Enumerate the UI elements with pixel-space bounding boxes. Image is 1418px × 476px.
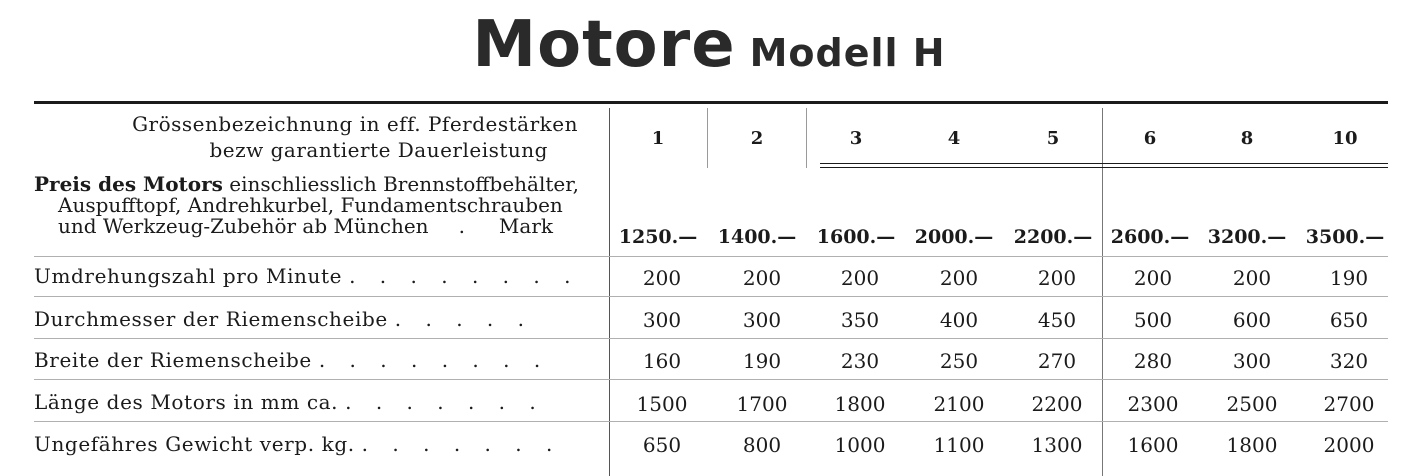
table-cell: 650: [642, 433, 682, 457]
table-cell: 200: [939, 266, 979, 290]
table-cell: 1800: [1226, 433, 1278, 457]
row-label-text: Breite der Riemenscheibe: [34, 348, 312, 372]
price-value: 3500.—: [1305, 226, 1385, 248]
top-rule: [34, 101, 1388, 104]
price-unit: Mark: [498, 214, 554, 238]
leader-dots: . . . . . . . .: [318, 348, 550, 372]
price-description-line3: [34, 216, 579, 237]
table-cell: 1800: [834, 392, 886, 416]
table-cell: 200: [642, 266, 682, 290]
header-label-line1: Grössenbezeichnung in eff. Pferdestärken: [132, 112, 578, 136]
title-main: Motore: [472, 8, 736, 82]
table-cell: 1600: [1127, 433, 1179, 457]
row-label-rpm: [34, 264, 579, 288]
leader-dots: . . . . . . .: [361, 432, 562, 456]
row-divider: [34, 256, 1388, 257]
price-description-line2: Auspufftopf, Andrehkurbel, Fundamentschrauben: [58, 193, 563, 217]
price-value: 1250.—: [618, 226, 698, 248]
page-title: [0, 8, 1418, 82]
title-sub: Modell H: [749, 31, 946, 75]
price-value: 2600.—: [1110, 226, 1190, 248]
row-label-text: Umdrehungszahl pro Minute: [34, 264, 343, 288]
column-header-size: 2: [750, 128, 764, 149]
leader-dots: . . . . . . .: [345, 390, 545, 414]
row-label-text: Durchmesser der Riemenscheibe: [34, 307, 388, 331]
column-header-size: 3: [849, 128, 863, 149]
price-dot: .: [458, 214, 465, 238]
table-cell: 200: [742, 266, 782, 290]
table-cell: 200: [1133, 266, 1173, 290]
header-double-rule: [820, 163, 1388, 164]
column-header-size: 8: [1240, 128, 1254, 149]
table-cell: 300: [742, 308, 782, 332]
price-label-rest: einschliesslich Brennstoffbehälter,: [222, 172, 579, 196]
table-cell: 1700: [736, 392, 788, 416]
price-label-bold: Preis des Motors: [34, 172, 223, 196]
row-label-text: Länge des Motors in mm ca.: [34, 390, 339, 414]
column-divider: [806, 108, 807, 168]
row-label-pulley-width: [34, 348, 549, 372]
price-value: 2000.—: [914, 226, 994, 248]
price-value: 3200.—: [1207, 226, 1287, 248]
row-divider: [34, 296, 1388, 297]
column-header-size: 1: [651, 128, 665, 149]
table-cell: 1500: [636, 392, 688, 416]
leader-dots: . . . . . . . .: [349, 264, 580, 288]
price-value: 2200.—: [1013, 226, 1093, 248]
table-cell: 200: [840, 266, 880, 290]
column-header-size: 10: [1332, 128, 1358, 149]
header-label-line2: bezw garantierte Dauerleistung: [209, 138, 548, 162]
table-cell: 200: [1037, 266, 1077, 290]
table-cell: 270: [1037, 349, 1077, 373]
table-cell: 400: [939, 308, 979, 332]
column-header-size: 5: [1046, 128, 1060, 149]
column-header-size: 6: [1143, 128, 1157, 149]
header-double-rule: [820, 167, 1388, 168]
table-cell: 200: [1232, 266, 1272, 290]
row-label-pulley-diameter: [34, 307, 533, 331]
table-cell: 350: [840, 308, 880, 332]
leader-dots: . . . . .: [394, 307, 533, 331]
table-cell: 320: [1329, 349, 1369, 373]
table-cell: 600: [1232, 308, 1272, 332]
table-cell: 2200: [1031, 392, 1083, 416]
table-cell: 190: [1329, 266, 1369, 290]
row-divider: [34, 421, 1388, 422]
table-cell: 300: [642, 308, 682, 332]
row-divider: [34, 379, 1388, 380]
table-cell: 800: [742, 433, 782, 457]
table-cell: 1100: [933, 433, 985, 457]
table-cell: 1300: [1031, 433, 1083, 457]
table-cell: 2700: [1323, 392, 1375, 416]
table-cell: 280: [1133, 349, 1173, 373]
price-value: 1600.—: [816, 226, 896, 248]
price-description: [34, 174, 579, 237]
row-label-motor-length: [34, 390, 545, 414]
price-value: 1400.—: [717, 226, 797, 248]
price-description-line1: [34, 174, 579, 195]
table-cell: 230: [840, 349, 880, 373]
row-label-weight: [34, 432, 561, 456]
table-cell: 650: [1329, 308, 1369, 332]
price-description-text: und Werkzeug-Zubehör ab München: [58, 214, 429, 238]
table-cell: 2000: [1323, 433, 1375, 457]
table-cell: 500: [1133, 308, 1173, 332]
column-divider: [707, 108, 708, 168]
table-cell: 2300: [1127, 392, 1179, 416]
table-cell: 250: [939, 349, 979, 373]
column-header-size: 4: [947, 128, 961, 149]
table-cell: 1000: [834, 433, 886, 457]
table-cell: 2500: [1226, 392, 1278, 416]
table-cell: 190: [742, 349, 782, 373]
table-cell: 2100: [933, 392, 985, 416]
table-cell: 300: [1232, 349, 1272, 373]
row-label-text: Ungefähres Gewicht verp. kg.: [34, 432, 355, 456]
row-divider: [34, 338, 1388, 339]
table-cell: 160: [642, 349, 682, 373]
table-cell: 450: [1037, 308, 1077, 332]
